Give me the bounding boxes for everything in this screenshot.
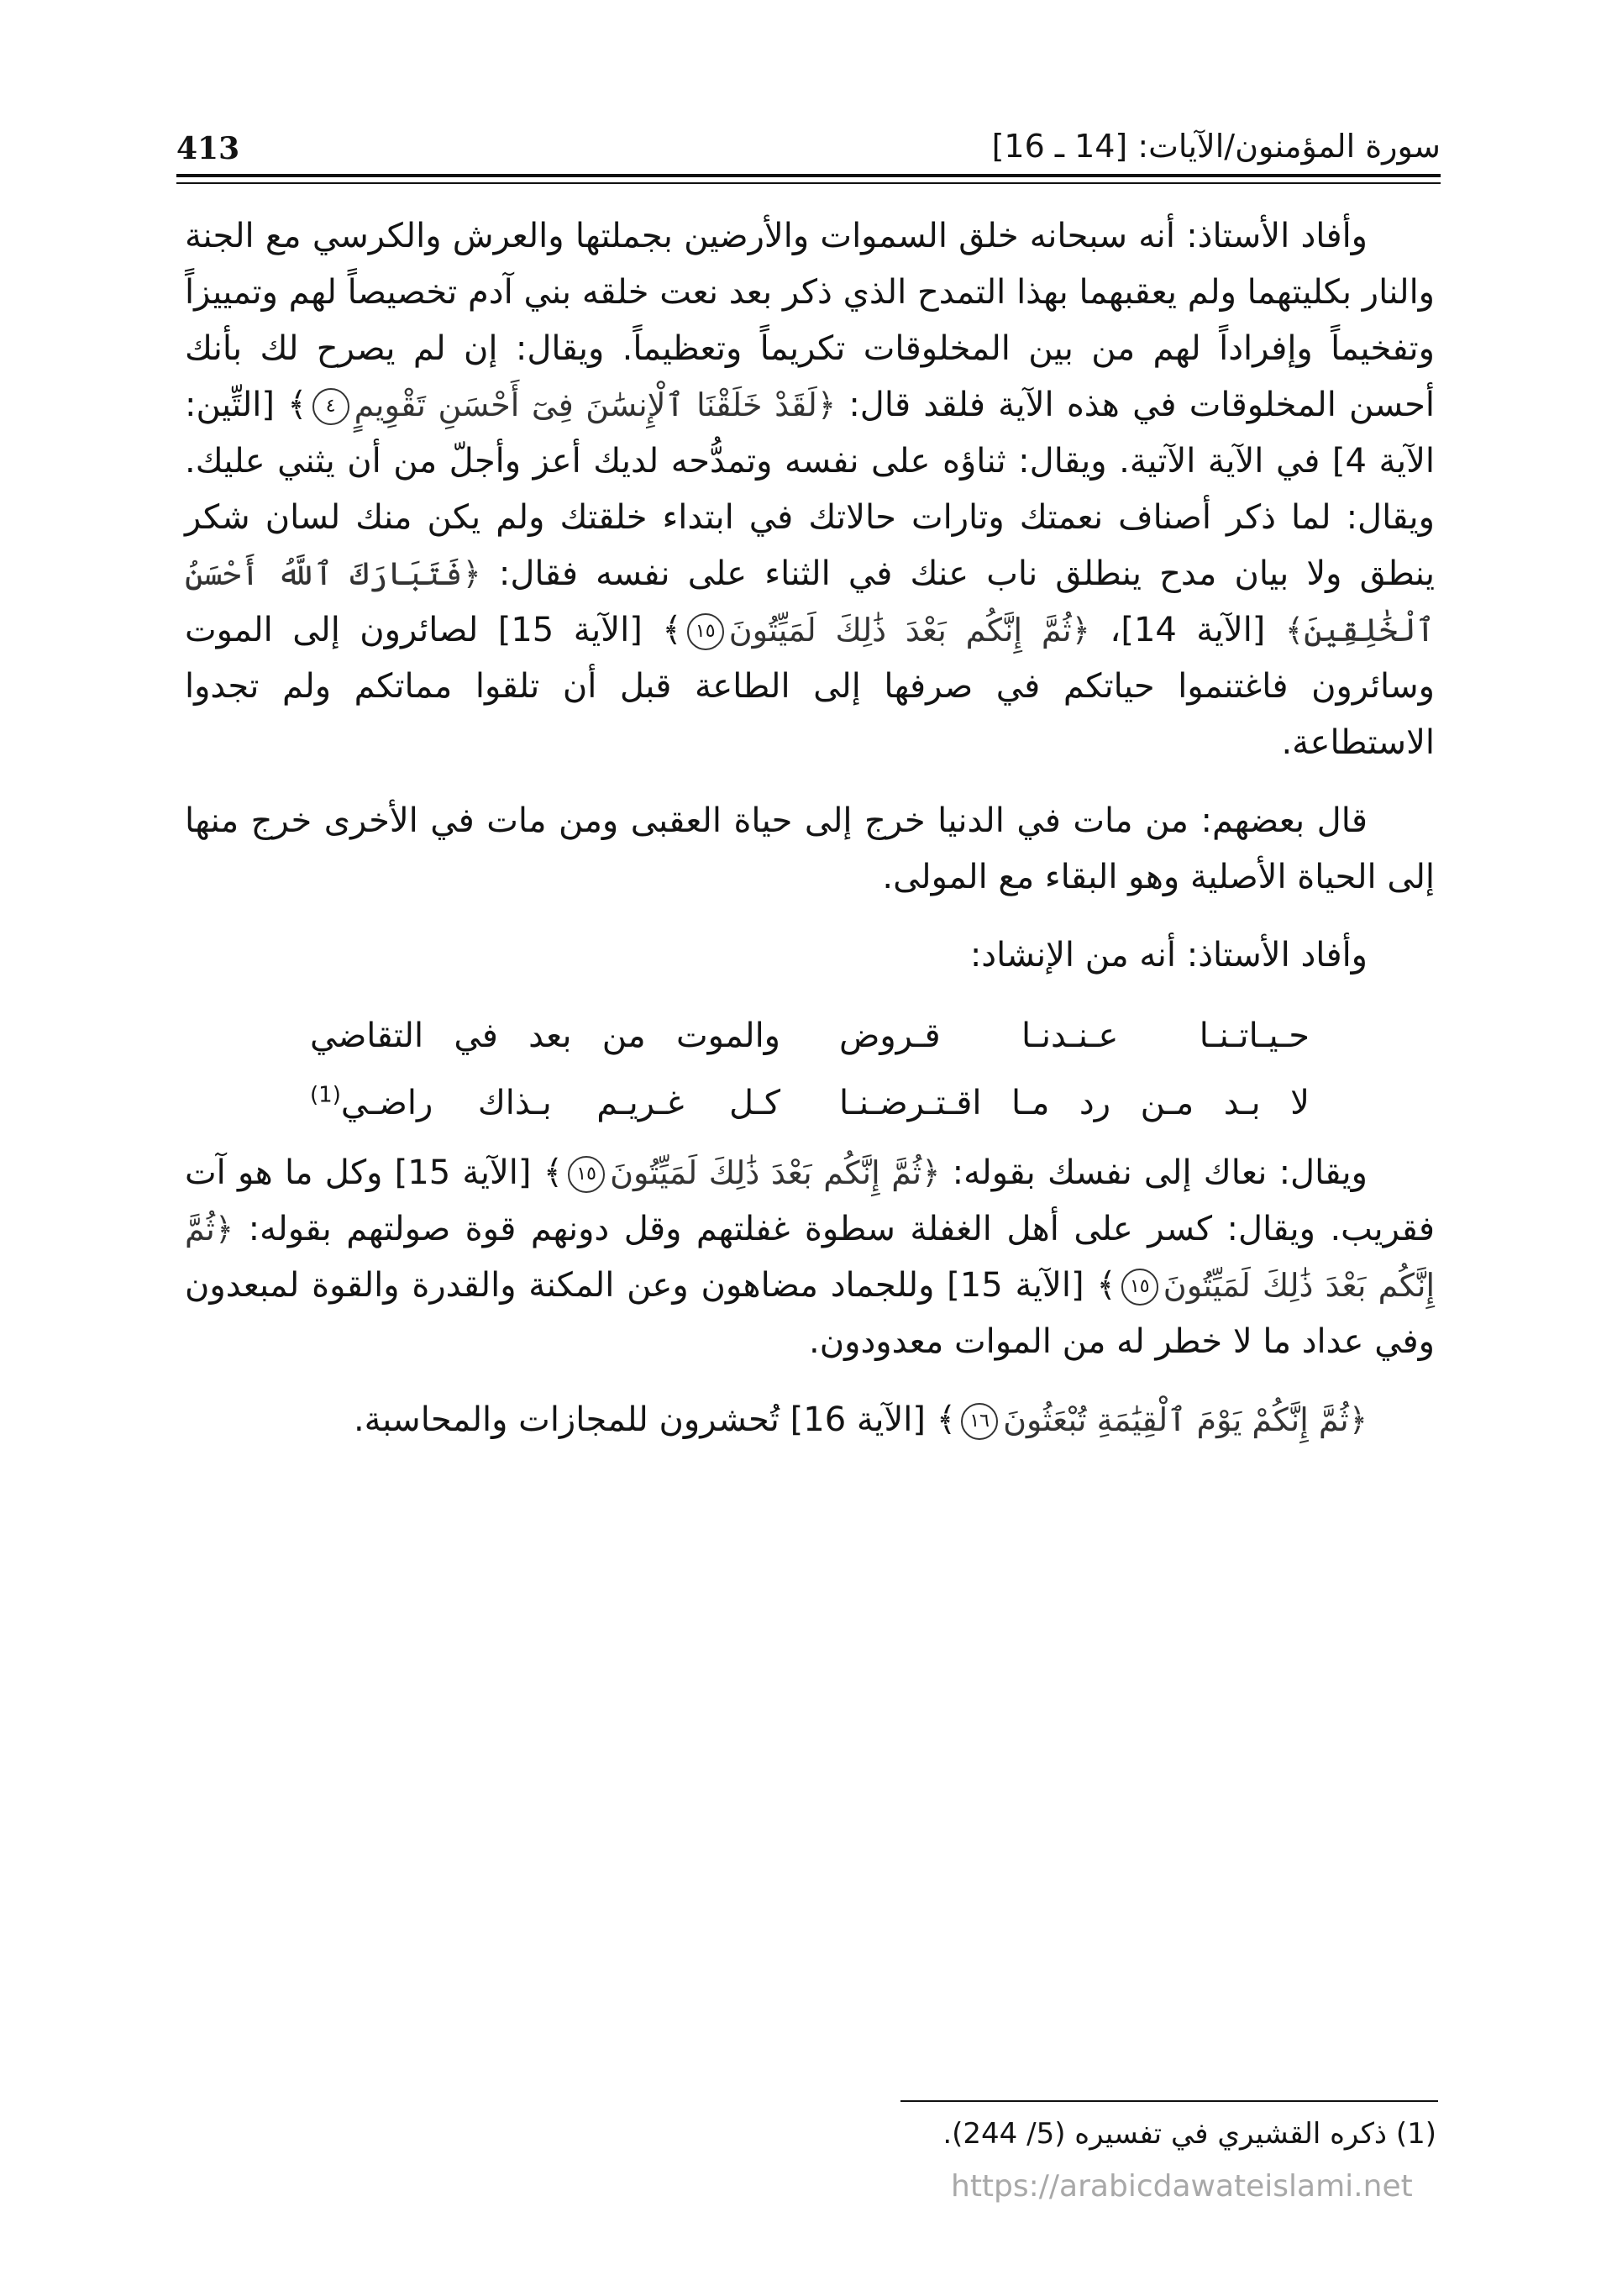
watermark-url: https://arabicdawateislami.net — [951, 2169, 1413, 2204]
paragraph-text: ﴾ [الآية 15] وللجماد مضاهون وعن المكنة والقدرة والقوة لمبعدون وفي عداد ما لا خطر له من الموات معدودون. — [185, 1266, 1435, 1361]
paragraph-text: ﴾ [الآية 15] لصائرون إلى الموت وسائرون فاغتنموا حياتكم في صرفها إلى الطاعة قبل أن تلقوا مماتكم ولم تجدوا الاستطاعة. — [185, 611, 1435, 762]
quran-verse: ﴿لَقَدْ خَلَقْنَا ٱلْإِنسَٰنَ فِىٓ أَحْسَنِ تَقْوِيمٍ — [354, 386, 837, 423]
quran-verse: ﴿ثُمَّ إِنَّكُم بَعْدَ ذَٰلِكَ لَمَيِّتُونَ — [185, 1211, 1436, 1304]
header-rule-thick — [176, 174, 1441, 177]
quran-verse: ﴿ثُمَّ إِنَّكُمْ يَوْمَ ٱلْقِيَٰمَةِ تُبْعَثُونَ — [1003, 1401, 1368, 1438]
poem — [185, 1002, 1435, 1137]
paragraph-4 — [185, 1145, 1435, 1370]
paragraph-2: قال بعضهم: من مات في الدنيا خرج إلى حياة العقبى ومن مات في الأخرى خرج منها إلى الحياة الأصلية وهو البقاء مع المولى. — [185, 801, 1435, 896]
quran-verse: ﴿ثُمَّ إِنَّكُم بَعْدَ ذَٰلِكَ لَمَيِّتُونَ — [610, 1154, 941, 1191]
verse-number-ornament: ١٥ — [687, 613, 724, 650]
poem-hemistich-second: والموت من بعد في التقاضي — [310, 1016, 780, 1055]
poem-hemistich-second — [310, 1075, 780, 1132]
paragraph-3: وأفاد الأستاذ: أنه من الإنشاد: — [969, 936, 1368, 975]
page-number: 413 — [176, 131, 240, 166]
quran-verse: ﴿فَتَبَارَكَ ٱللَّهُ أَحْسَنُ ٱلْخَٰلِقِينَ﴾ — [185, 555, 1436, 649]
page-header — [176, 126, 1441, 176]
quran-verse: ﴿ثُمَّ إِنَّكُم بَعْدَ ذَٰلِكَ لَمَيِّتُونَ — [728, 612, 1090, 649]
main-text — [185, 208, 1435, 1448]
verse-citation: [الآية 14]، — [1110, 611, 1266, 649]
running-head: سورة المؤمنون/الآيات: [14 ـ 16] — [991, 128, 1441, 165]
paragraph-text: ﴾ [الآية 16] تُحشرون للمجازات والمحاسبة. — [353, 1400, 957, 1439]
paragraph-text: ويقال: نعاك إلى نفسك بقوله: — [952, 1153, 1368, 1192]
verse-number-ornament: ١٦ — [961, 1403, 998, 1440]
header-rule-thin — [176, 182, 1441, 184]
verse-number-ornament: ٤ — [312, 388, 349, 425]
verse-number-ornament: ١٥ — [568, 1156, 605, 1193]
footnote-separator — [900, 2100, 1438, 2102]
paragraph-1 — [185, 208, 1435, 771]
poem-hemistich-text: كـل غـريـم بـذاك راضـي — [340, 1083, 780, 1122]
paragraph-text: ﴾ [الآية 15] وكل ما هو آت فقريب. ويقال: كسر على أهل الغفلة سطوة غفلتهم وقل دونهم قوة صولتهم بقوله: — [185, 1153, 1435, 1248]
poem-line-2 — [185, 1069, 1435, 1137]
paragraph-text: ﴾ [التِّين: الآية 4] في الآية الآتية. ويقال: ثناؤه على نفسه وتمدُّحه لديك أعز وأجلّ من أن يثني عليك. ويقال: لما ذكر أصناف نعمتك وتارات حالاتك في ابتداء خلقتك ولم يكن منك لسان شكر ينطق ولا بيان مدح ينطلق ناب عنك في الثناء على نفسه فقال: — [185, 386, 1436, 593]
footnote: (1) ذكره القشيري في تفسيره (5/ 244). — [942, 2117, 1436, 2151]
poem-hemistich-first: حـيـاتـنـا عـنـدنـا قـروض — [839, 1016, 1310, 1055]
paragraph-5 — [185, 1392, 1435, 1448]
footnote-reference: (1) — [310, 1082, 341, 1108]
verse-number-ornament: ١٥ — [1121, 1269, 1158, 1306]
paragraph-text: وأفاد الأستاذ: أنه سبحانه خلق السموات والأرضين بجملتها والعرش والكرسي مع الجنة والنار بكليتهما ولم يعقبهما بهذا التمدح الذي ذكر بعد نعت خلقه بني آدم تخصيصاً لهم وتمييزاً وتفخيماً وإفراداً لهم من بين المخلوقات تكريماً وتعظيماً. ويقال: إن لم يصرح لك بأنك أحسن المخلوقات في هذه الآية فلقد قال: — [185, 217, 1436, 424]
poem-line-1 — [185, 1002, 1435, 1069]
poem-hemistich-first: لا بـد مـن رد مـا اقـتـرضـنـا — [839, 1083, 1310, 1122]
